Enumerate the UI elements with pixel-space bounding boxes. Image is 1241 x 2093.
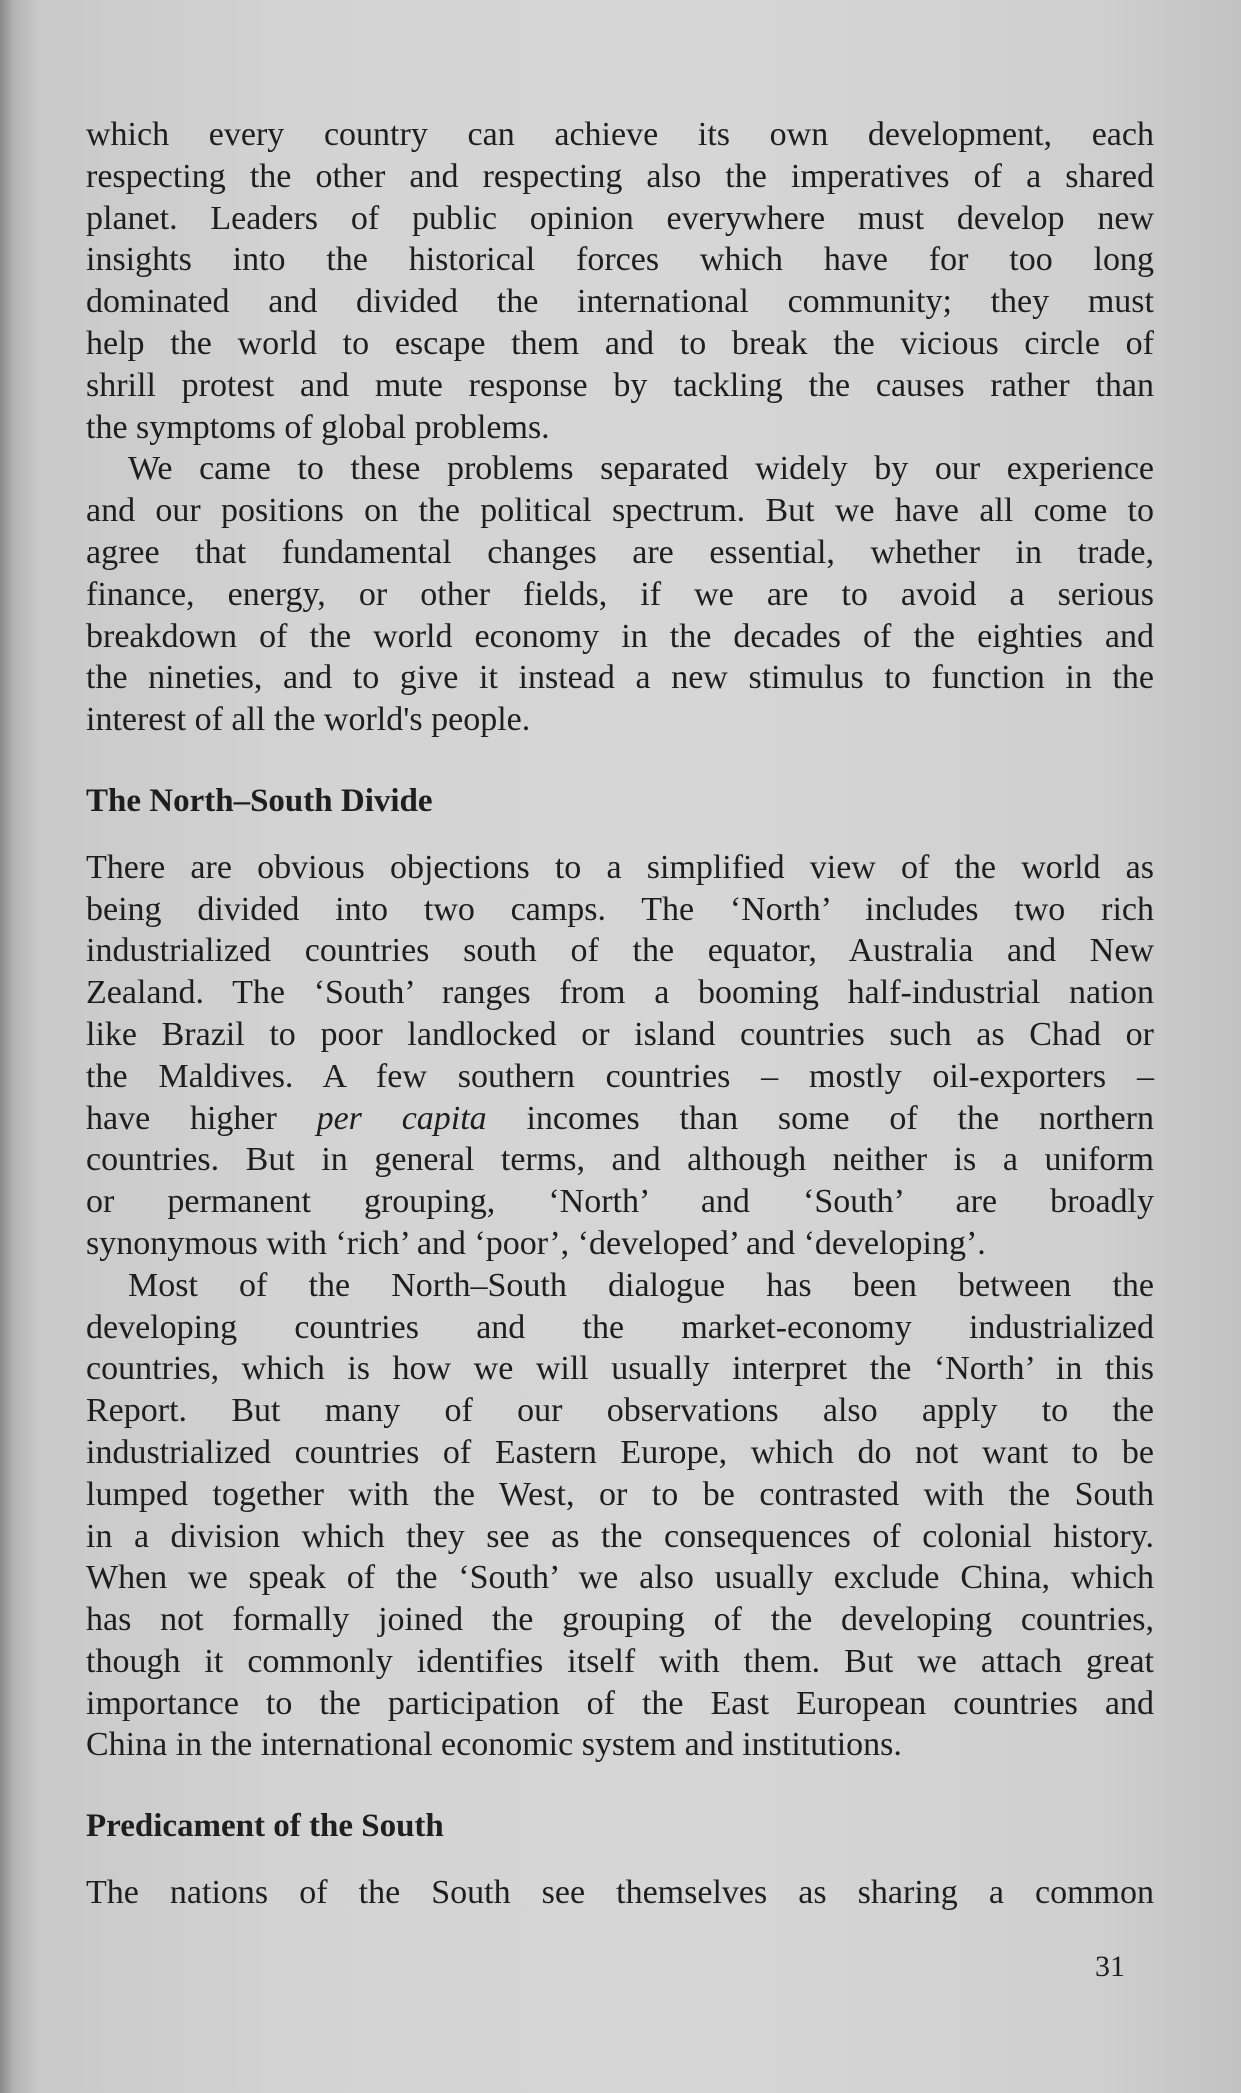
text-line: interest of all the world's people. [86, 701, 531, 739]
text-line: importance to the participation of the East European countries and [86, 1684, 1154, 1722]
text-line: though it commonly identifies itself with them. But we attach great [86, 1642, 1154, 1680]
text-line: dominated and divided the international community; they must [86, 283, 1154, 321]
text-line: insights into the historical forces which have for too long [86, 241, 1154, 279]
text-line: Zealand. The ‘South’ ranges from a booming half-industrial nation [86, 974, 1154, 1012]
text-line: lumped together with the West, or to be contrasted with the South [86, 1475, 1154, 1513]
text-line: which every country can achieve its own development, each [86, 116, 1154, 153]
text-line: industrialized countries of Eastern Europe, which do not want to be [86, 1433, 1154, 1471]
text-line: breakdown of the world economy in the decades of the eighties and [86, 617, 1154, 655]
text-line: There are obvious objections to a simplified view of the world as [86, 848, 1154, 886]
text-line: respecting the other and respecting also the imperatives of a shared [86, 157, 1154, 195]
paragraph [86, 448, 1154, 741]
text-line: agree that fundamental changes are essential, whether in trade, [86, 533, 1154, 571]
text-line: Report. But many of our observations also apply to the [86, 1392, 1154, 1430]
text-line: like Brazil to poor landlocked or island countries such as Chad or [86, 1015, 1154, 1053]
text-line: China in the international economic system and institutions. [86, 1726, 902, 1764]
text-line: The nations of the South see themselves as sharing a common [86, 1874, 1154, 1912]
italic-text: per capita [316, 1099, 487, 1137]
page-number: 31 [1095, 1950, 1125, 1983]
text-line: synonymous with ‘rich’ and ‘poor’, ‘developed’ and ‘developing’. [86, 1224, 986, 1262]
text-line: industrialized countries south of the equator, Australia and New [86, 932, 1154, 970]
text-segment: have higher [86, 1099, 317, 1137]
text-line: being divided into two camps. The ‘North’ includes two rich [86, 890, 1154, 928]
page-body [86, 114, 1154, 1914]
text-line: in a division which they see as the consequences of colonial history. [86, 1517, 1154, 1555]
text-line: Most of the North–South dialogue has been between the [128, 1266, 1154, 1304]
paragraph [86, 847, 1154, 1265]
text-line: We came to these problems separated widely by our experience [128, 450, 1154, 488]
section-heading: Predicament of the South [86, 1808, 444, 1845]
text-line [86, 1098, 1154, 1140]
text-line: or permanent grouping, ‘North’ and ‘South’ are broadly [86, 1183, 1154, 1221]
text-line: developing countries and the market-economy industrialized [86, 1308, 1154, 1346]
paragraph [86, 1872, 1154, 1914]
text-line: the nineties, and to give it instead a new stimulus to function in the [86, 659, 1154, 697]
text-line: has not formally joined the grouping of the developing countries, [86, 1601, 1154, 1639]
text-line: help the world to escape them and to break the vicious circle of [86, 324, 1154, 362]
text-line: planet. Leaders of public opinion everywhere must develop new [86, 199, 1154, 237]
paragraph [86, 114, 1154, 448]
text-line: When we speak of the ‘South’ we also usually exclude China, which [86, 1559, 1154, 1597]
text-segment: incomes than some of the northern [486, 1099, 1154, 1137]
text-line: finance, energy, or other fields, if we are to avoid a serious [86, 575, 1154, 613]
text-line: countries. But in general terms, and although neither is a uniform [86, 1141, 1154, 1179]
section-heading: The North–South Divide [86, 782, 433, 819]
text-line: shrill protest and mute response by tackling the causes rather than [86, 366, 1154, 404]
text-line: countries, which is how we will usually interpret the ‘North’ in this [86, 1350, 1154, 1388]
text-line: and our positions on the political spectrum. But we have all come to [86, 492, 1154, 530]
text-line: the symptoms of global problems. [86, 408, 550, 446]
text-line: the Maldives. A few southern countries – mostly oil-exporters – [86, 1057, 1154, 1095]
paragraph [86, 1265, 1154, 1767]
